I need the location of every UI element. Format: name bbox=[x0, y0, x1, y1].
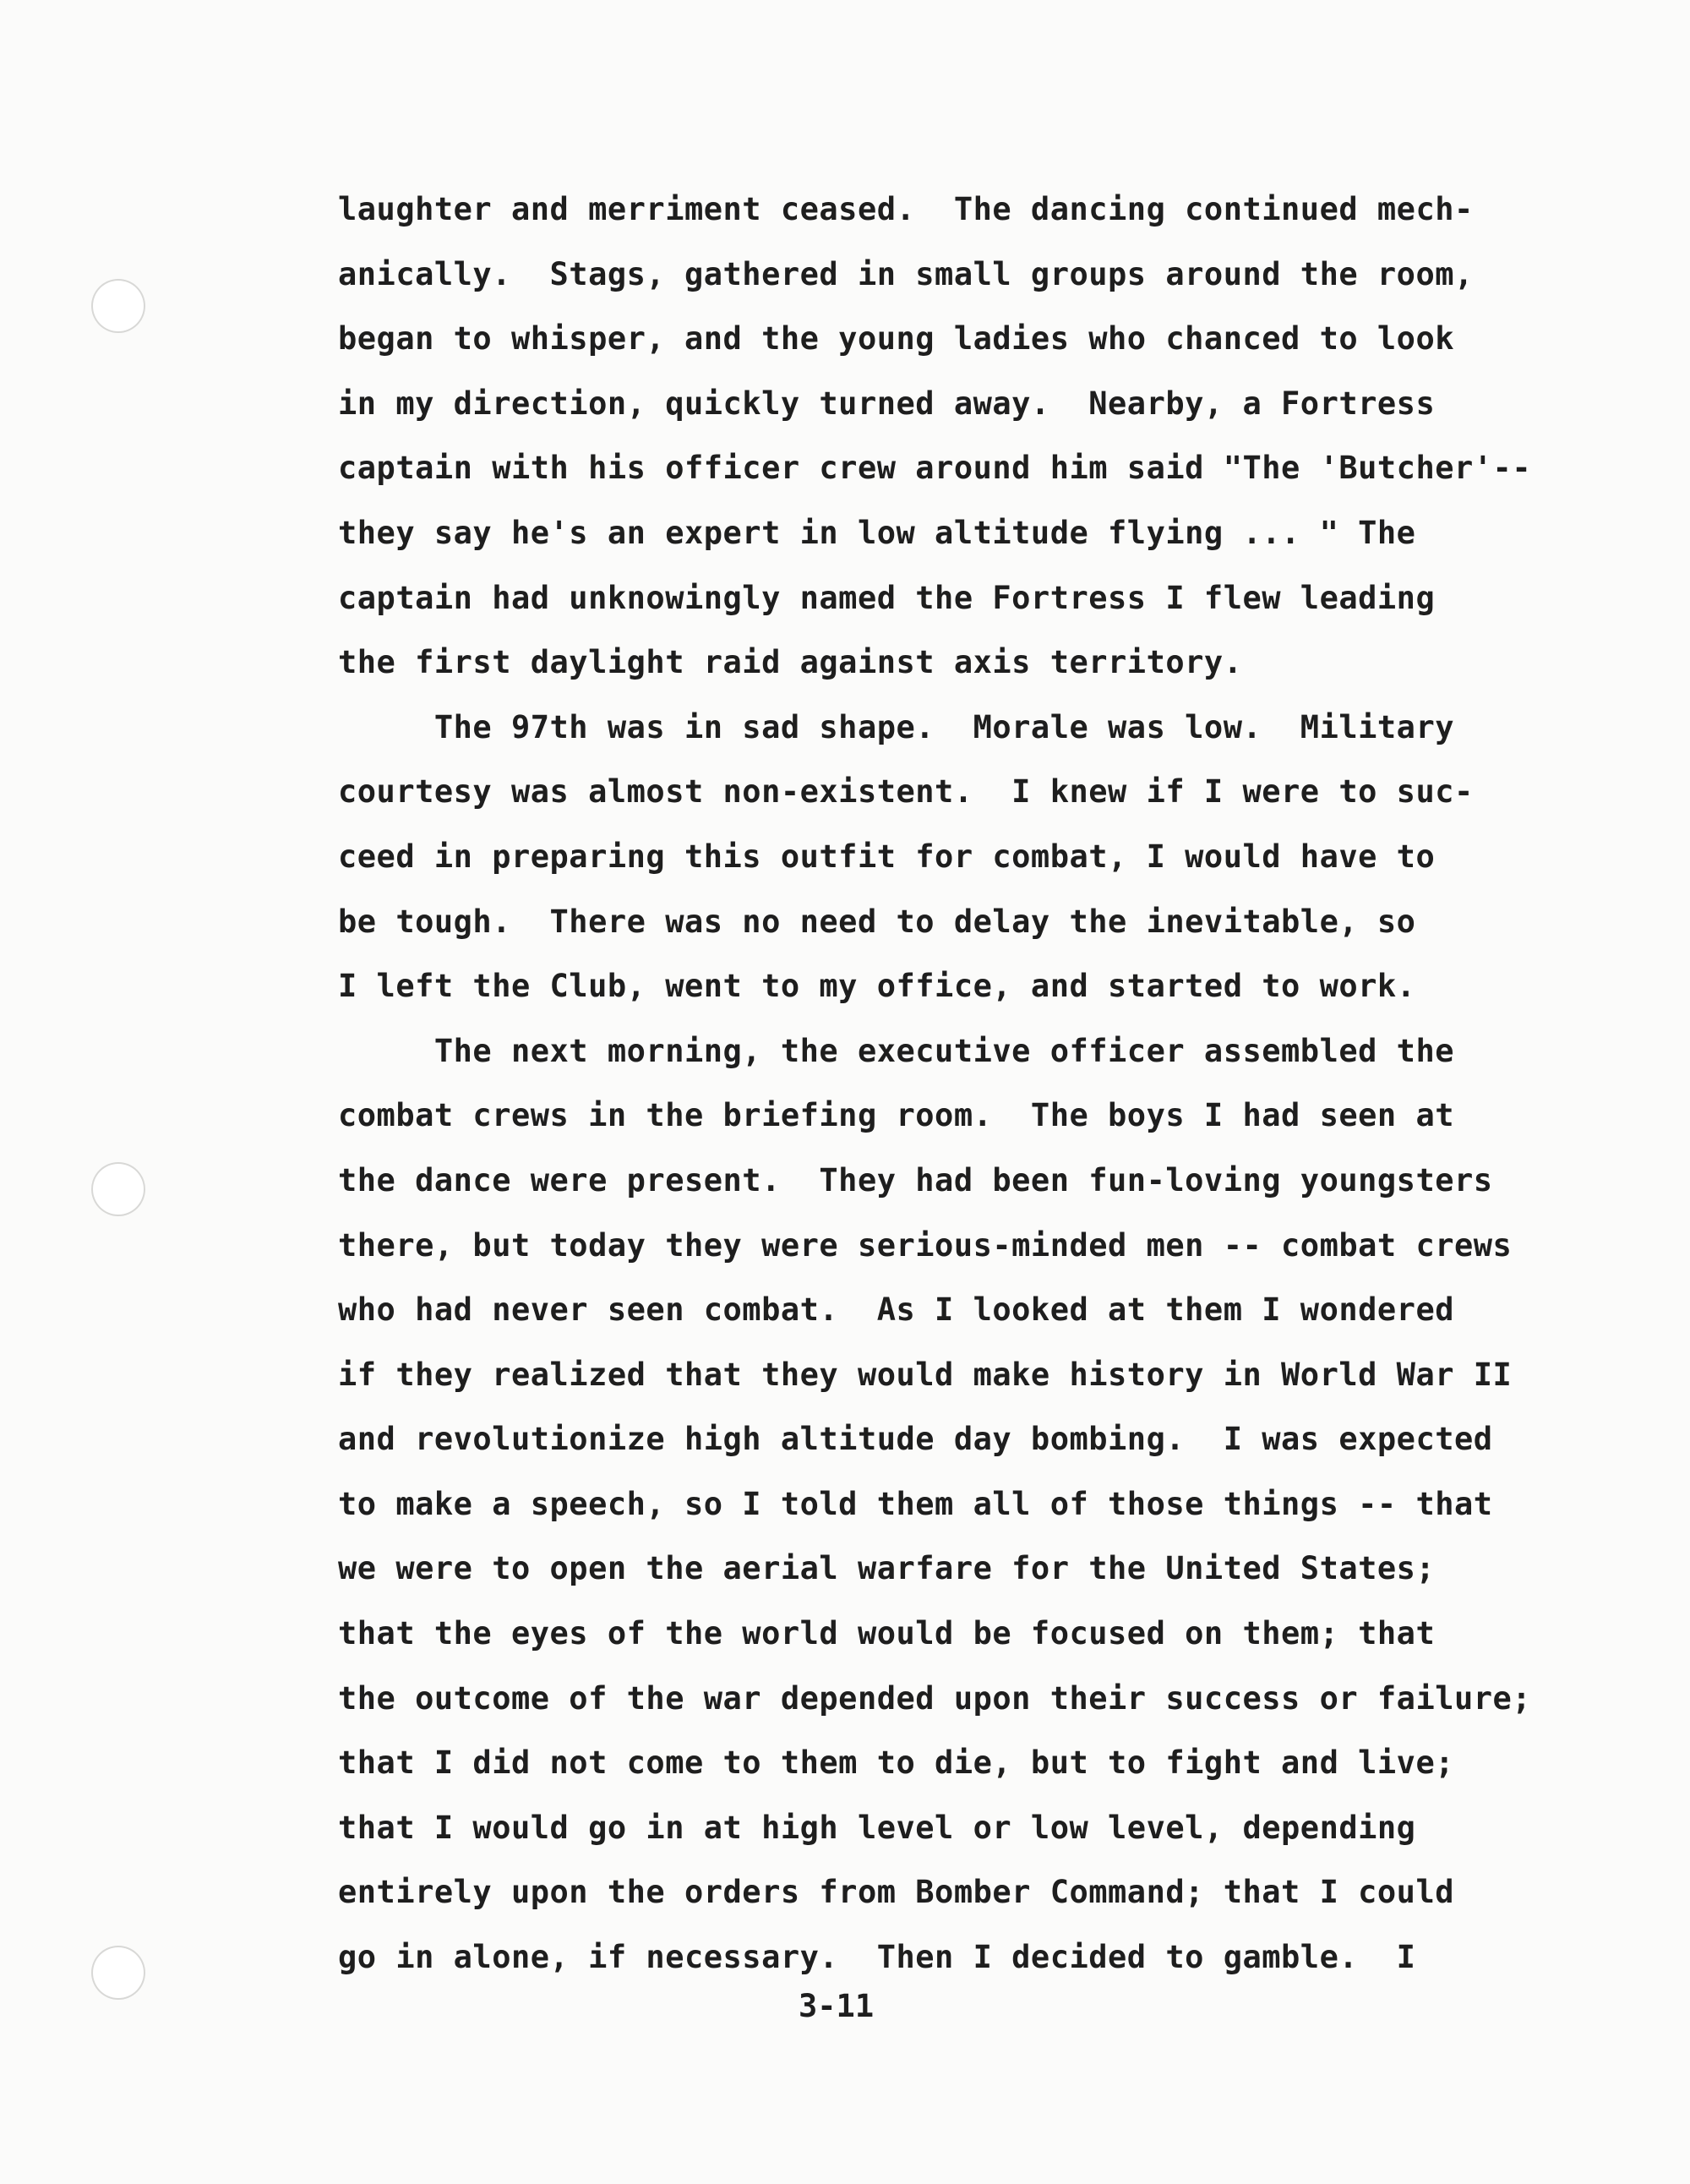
text-line: that I would go in at high level or low level, depending bbox=[338, 1809, 1416, 1846]
text-line: be tough. There was no need to delay the inevitable, so bbox=[338, 903, 1416, 940]
text-line: captain with his officer crew around him said "The 'Butcher'-- bbox=[338, 450, 1532, 487]
text-line: laughter and merriment ceased. The dancing continued mech- bbox=[338, 191, 1474, 227]
punch-hole bbox=[91, 279, 145, 333]
text-line: The next morning, the executive officer assembled the bbox=[338, 1032, 1455, 1069]
text-line: if they realized that they would make history in World War II bbox=[338, 1356, 1513, 1393]
text-line: they say he's an expert in low altitude flying ... " The bbox=[338, 514, 1416, 551]
punch-hole bbox=[91, 1162, 145, 1216]
text-line: who had never seen combat. As I looked at them I wondered bbox=[338, 1291, 1455, 1329]
text-line: and revolutionize high altitude day bombing. I was expected bbox=[338, 1421, 1493, 1458]
text-line: that the eyes of the world would be focused on them; that bbox=[338, 1615, 1436, 1652]
text-line: in my direction, quickly turned away. Nearby, a Fortress bbox=[338, 385, 1436, 422]
text-line: the first daylight raid against axis territory. bbox=[338, 644, 1243, 681]
text-line: The 97th was in sad shape. Morale was low. Military bbox=[338, 708, 1455, 745]
text-line: that I did not come to them to die, but to fight and live; bbox=[338, 1744, 1455, 1782]
page-number: 3-11 bbox=[799, 1988, 875, 2024]
text-line: entirely upon the orders from Bomber Command; that I could bbox=[338, 1874, 1455, 1911]
text-line: ceed in preparing this outfit for combat, I would have to bbox=[338, 838, 1436, 875]
text-line: combat crews in the briefing room. The boys I had seen at bbox=[338, 1097, 1455, 1134]
text-line: we were to open the aerial warfare for the United States; bbox=[338, 1550, 1436, 1587]
punch-hole bbox=[91, 1946, 145, 2000]
text-line: captain had unknowingly named the Fortress I flew leading bbox=[338, 579, 1436, 616]
text-line: to make a speech, so I told them all of those things -- that bbox=[338, 1485, 1493, 1522]
typed-text-body bbox=[338, 177, 1555, 1990]
text-line: began to whisper, and the young ladies who chanced to look bbox=[338, 320, 1455, 358]
text-line: the dance were present. They had been fun-loving youngsters bbox=[338, 1161, 1493, 1198]
text-line: I left the Club, went to my office, and started to work. bbox=[338, 968, 1416, 1005]
text-line: there, but today they were serious-minded men -- combat crews bbox=[338, 1226, 1513, 1264]
text-line: anically. Stags, gathered in small groups around the room, bbox=[338, 255, 1474, 292]
text-line: the outcome of the war depended upon their success or failure; bbox=[338, 1679, 1532, 1717]
text-line: go in alone, if necessary. Then I decided to gamble. I bbox=[338, 1939, 1416, 1976]
text-line: courtesy was almost non-existent. I knew if I were to suc- bbox=[338, 773, 1474, 811]
